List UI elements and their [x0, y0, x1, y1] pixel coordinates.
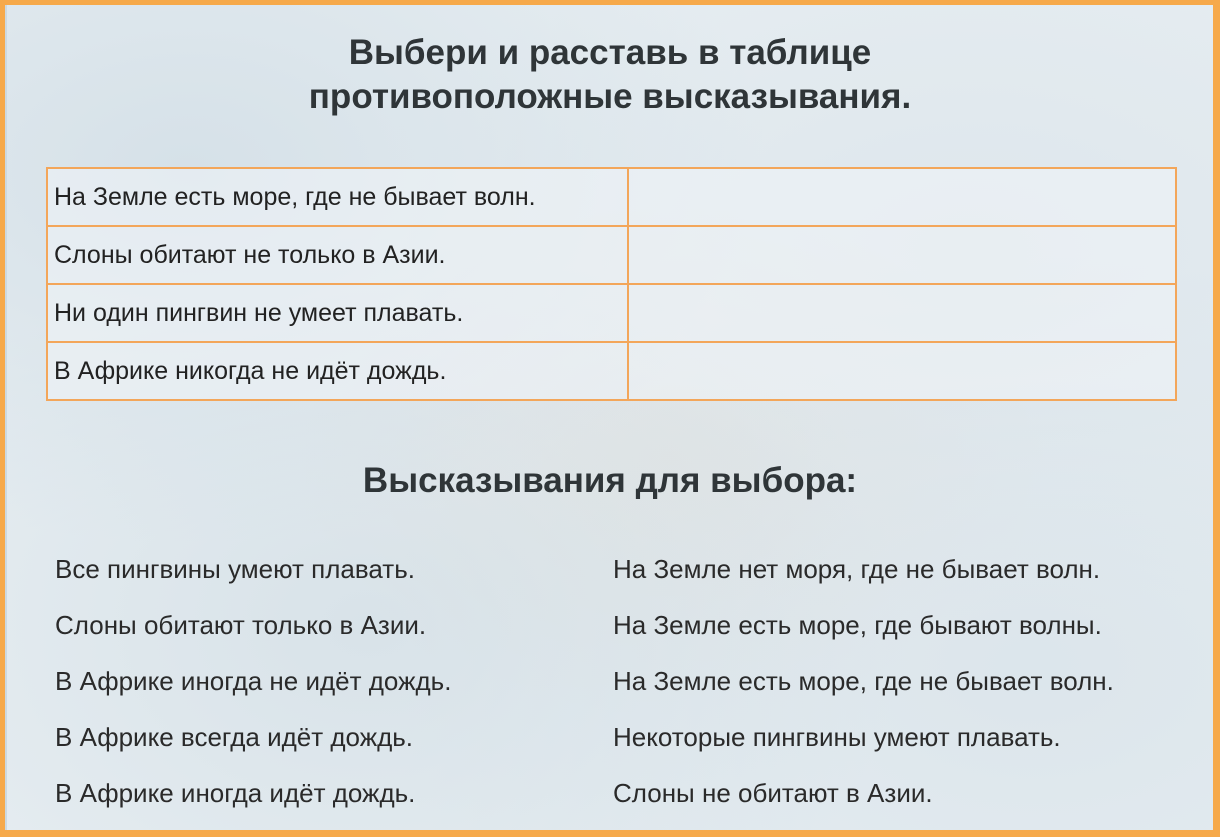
choice-item[interactable]: Все пингвины умеют плавать. — [55, 554, 415, 584]
answer-drop-cell[interactable] — [628, 342, 1176, 400]
choice-item[interactable]: В Африке иногда идёт дождь. — [55, 778, 416, 808]
choice-item[interactable]: Слоны не обитают в Азии. — [613, 778, 933, 808]
choice-item[interactable]: На Земле нет моря, где не бывает волн. — [613, 554, 1101, 584]
choices-heading: Высказывания для выбора: — [362, 461, 858, 500]
statement-cell: Слоны обитают не только в Азии. — [47, 226, 628, 284]
choice-item[interactable]: На Земле есть море, где бывают волны. — [613, 610, 1102, 640]
table-row — [47, 342, 1176, 400]
answer-drop-cell[interactable] — [628, 226, 1176, 284]
answer-table — [46, 167, 1177, 401]
statement-cell: Ни один пингвин не умеет плавать. — [47, 284, 628, 342]
statement-cell: На Земле есть море, где не бывает волн. — [47, 168, 628, 226]
title-line-1: Выбери и расставь в таблице — [348, 33, 872, 72]
statement-cell: В Африке никогда не идёт дождь. — [47, 342, 628, 400]
slide — [5, 5, 1213, 830]
table-row — [47, 168, 1176, 226]
choice-item[interactable]: Некоторые пингвины умеют плавать. — [613, 722, 1061, 752]
table-row — [47, 284, 1176, 342]
answer-drop-cell[interactable] — [628, 168, 1176, 226]
table-row — [47, 226, 1176, 284]
choice-item[interactable]: На Земле есть море, где не бывает волн. — [613, 666, 1114, 696]
title-line-2: противоположные высказывания. — [308, 77, 912, 116]
page-title — [7, 31, 1213, 119]
choice-item[interactable]: В Африке всегда идёт дождь. — [55, 722, 414, 752]
answer-drop-cell[interactable] — [628, 284, 1176, 342]
choice-item[interactable]: В Африке иногда не идёт дождь. — [55, 666, 452, 696]
choice-item[interactable]: Слоны обитают только в Азии. — [55, 610, 427, 640]
